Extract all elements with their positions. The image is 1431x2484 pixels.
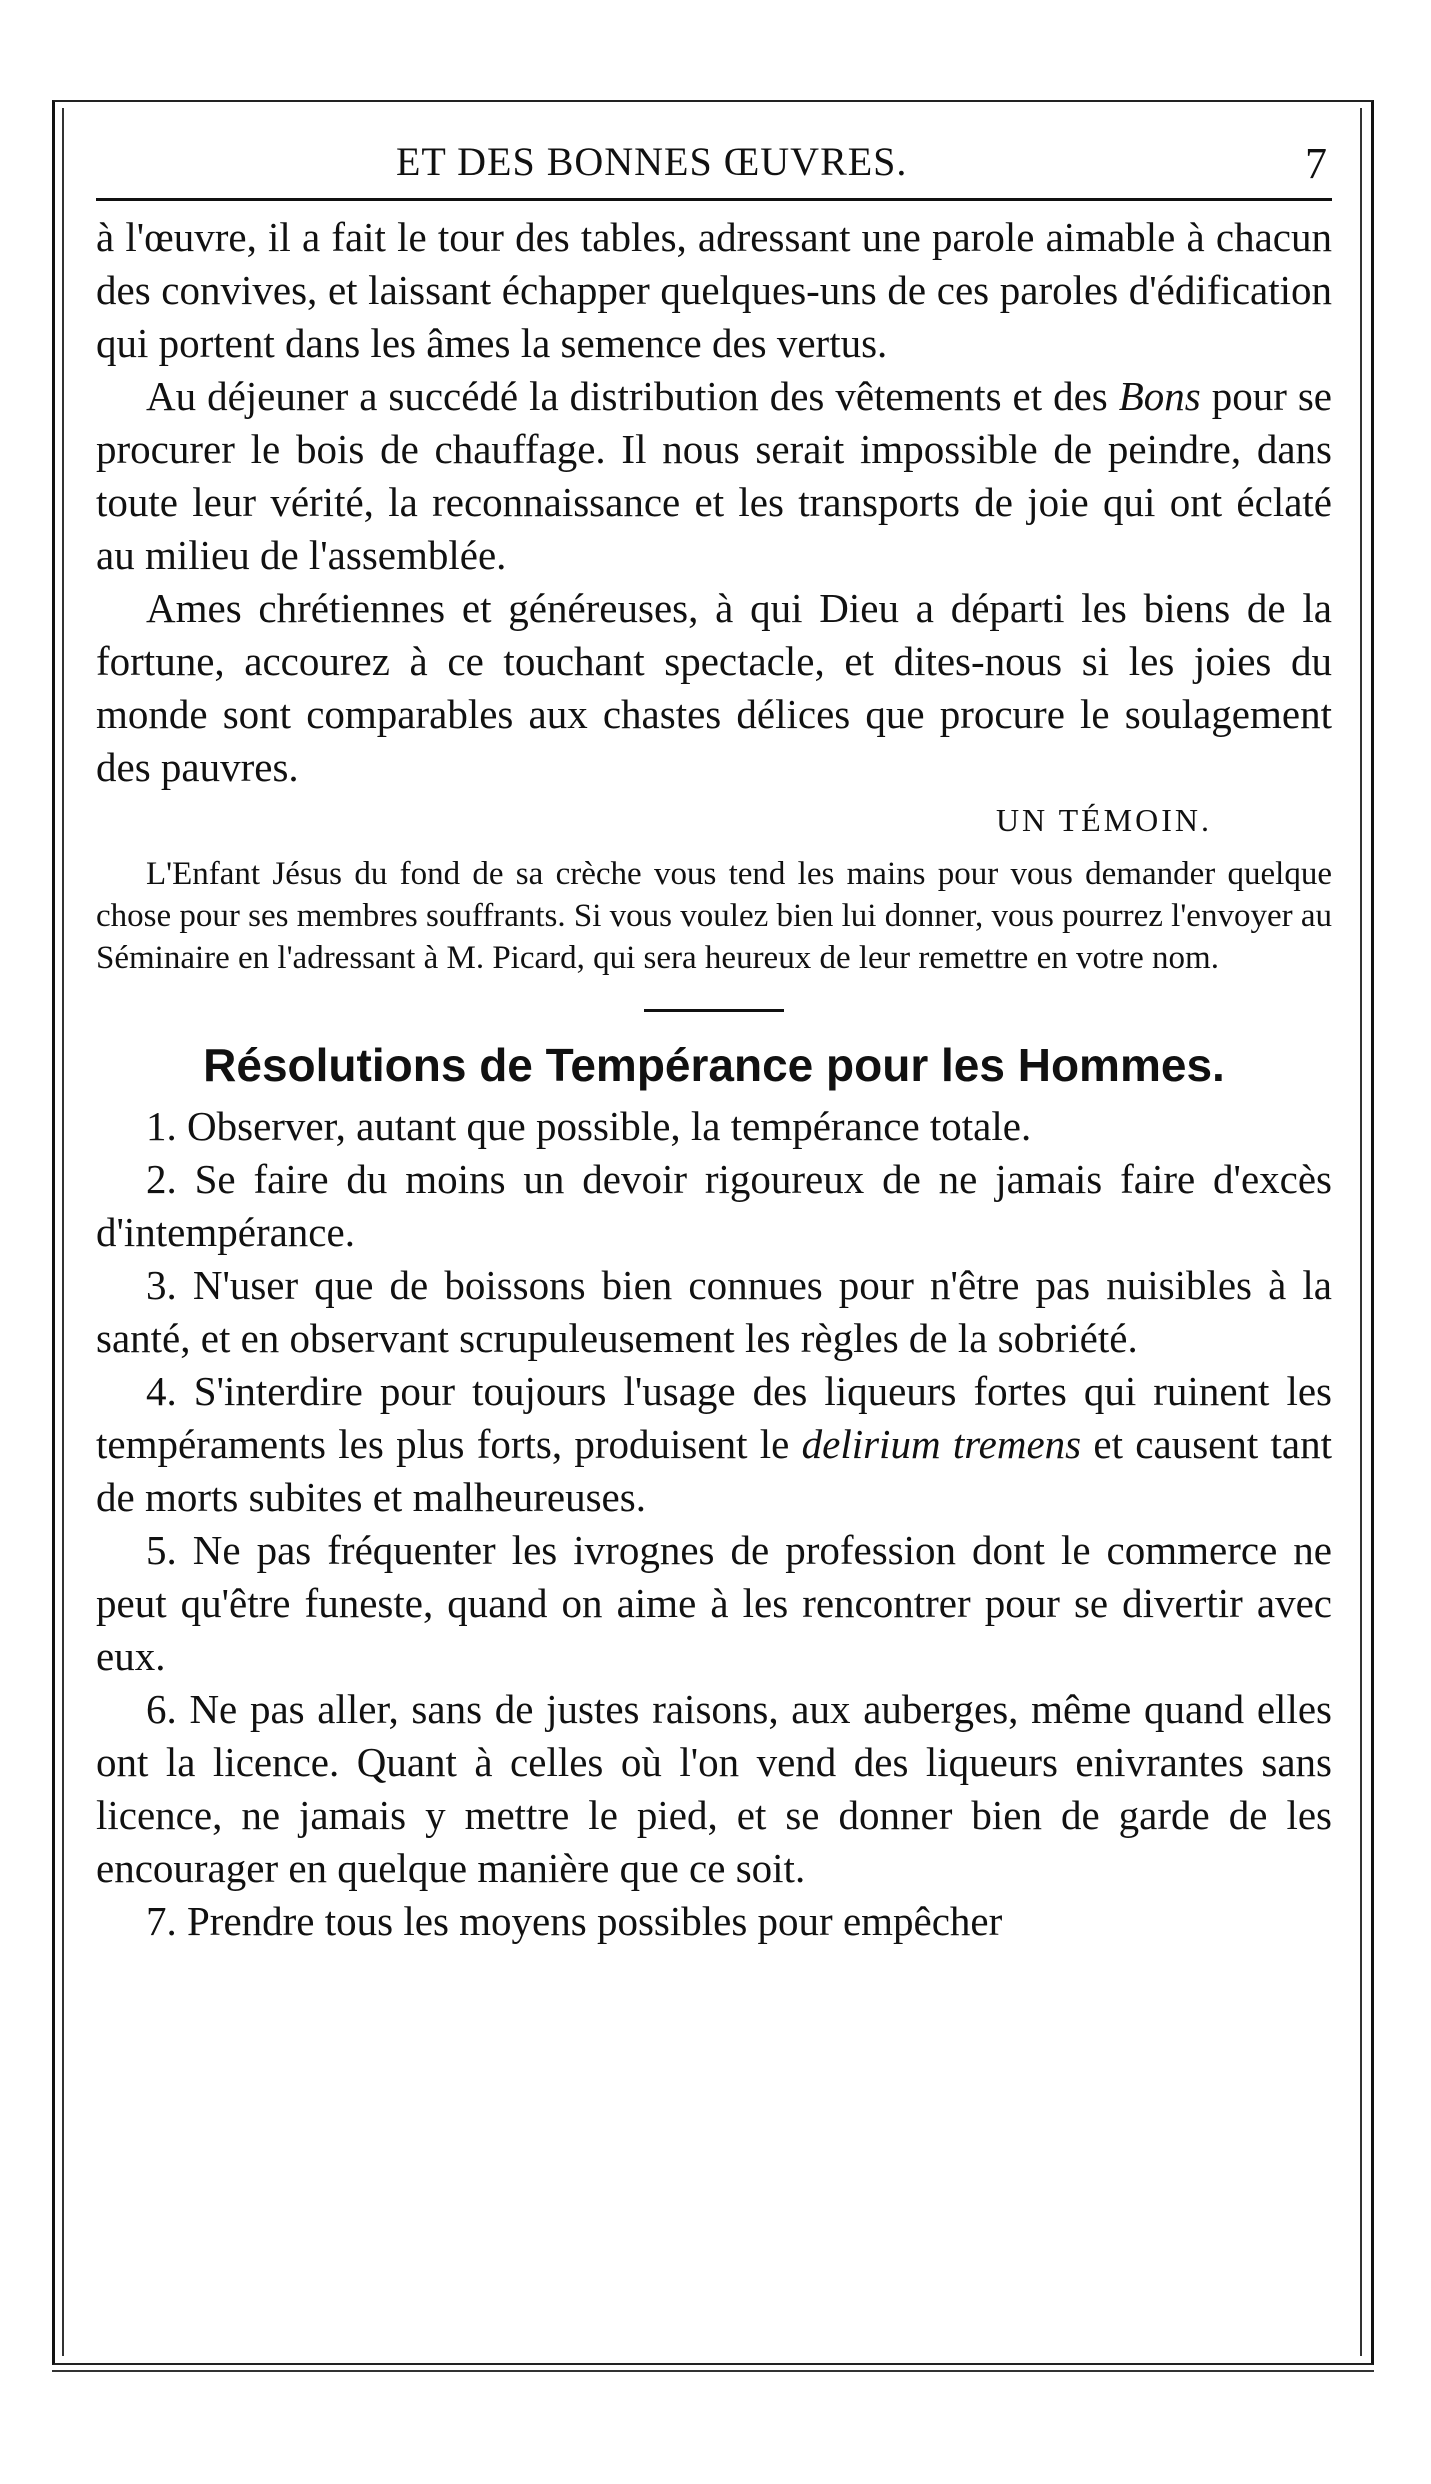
resolution-6: 6. Ne pas aller, sans de justes raisons, aux auberges, même quand elles ont la licence. Quant à celles où l'on vend des liqueurs enivrantes sans licence, ne jamais y mettre le pied, et se donner bien de garde de les encourager en quelque manière que ce soit. bbox=[96, 1686, 1332, 1891]
resolution-2: 2. Se faire du moins un devoir rigoureux de ne jamais faire d'excès d'intempérance. bbox=[96, 1156, 1332, 1255]
bottom-rule bbox=[52, 2370, 1374, 2372]
resolution-4 bbox=[96, 1365, 1332, 1524]
paragraph-2-italic: Bons bbox=[1118, 373, 1201, 419]
section-divider bbox=[644, 1009, 784, 1012]
page-number: 7 bbox=[1305, 139, 1328, 188]
running-title: ET DES BONNES ŒUVRES. bbox=[396, 139, 908, 184]
paragraph-1: à l'œuvre, il a fait le tour des tables, adressant une parole aimable à chacun des convives, et laissant échapper quelques-uns de ces paroles d'édification qui portent dans les âmes la semence des vertus. bbox=[96, 214, 1332, 366]
running-head bbox=[96, 128, 1332, 198]
signature: UN TÉMOIN. bbox=[995, 802, 1212, 838]
resolution-7: 7. Prendre tous les moyens possibles pour empêcher bbox=[146, 1898, 1003, 1944]
section-title: Résolutions de Tempérance pour les Hommes. bbox=[203, 1039, 1225, 1091]
page-content bbox=[96, 128, 1332, 1948]
resolution-4-start: 4. S'interdire pour toujours l'usage des liqueurs fortes qui ruinent les tempéraments les plus forts, produisent le bbox=[96, 1368, 1332, 1467]
paragraph-2-end: pour se procurer le bois de chauffage. Il nous serait impossible de peindre, dans toute leur vérité, la reconnaissance et les transports de joie qui ont éclaté au milieu de l'assemblée. bbox=[96, 373, 1332, 578]
paragraph-2 bbox=[96, 370, 1332, 582]
paragraph-2-start: Au déjeuner a succédé la distribution des vêtements et des bbox=[146, 373, 1119, 419]
resolution-3: 3. N'user que de boissons bien connues pour n'être pas nuisibles à la santé, et en observant scrupuleusement les règles de la sobriété. bbox=[96, 1262, 1332, 1361]
resolution-4-end: et causent tant de morts subites et malheureuses. bbox=[96, 1421, 1332, 1520]
resolution-4-italic: delirium tremens bbox=[801, 1421, 1082, 1467]
resolution-1: 1. Observer, autant que possible, la tempérance totale. bbox=[146, 1103, 1032, 1149]
paragraph-3: Ames chrétiennes et généreuses, à qui Dieu a départi les biens de la fortune, accourez à ce touchant spectacle, et dites-nous si les joies du monde sont comparables aux chastes délices que procure le soulagement des pauvres. bbox=[96, 585, 1332, 790]
header-rule bbox=[96, 198, 1332, 201]
note-paragraph: L'Enfant Jésus du fond de sa crèche vous tend les mains pour vous demander quelque chose pour ses membres souffrants. Si vous voulez bien lui donner, vous pourrez l'envoyer au Séminaire en l'adressant à M. Picard, qui sera heureux de leur remettre en votre nom. bbox=[96, 856, 1332, 976]
resolution-5: 5. Ne pas fréquenter les ivrognes de profession dont le commerce ne peut qu'être funeste, quand on aime à les rencontrer pour se divertir avec eux. bbox=[96, 1527, 1332, 1679]
